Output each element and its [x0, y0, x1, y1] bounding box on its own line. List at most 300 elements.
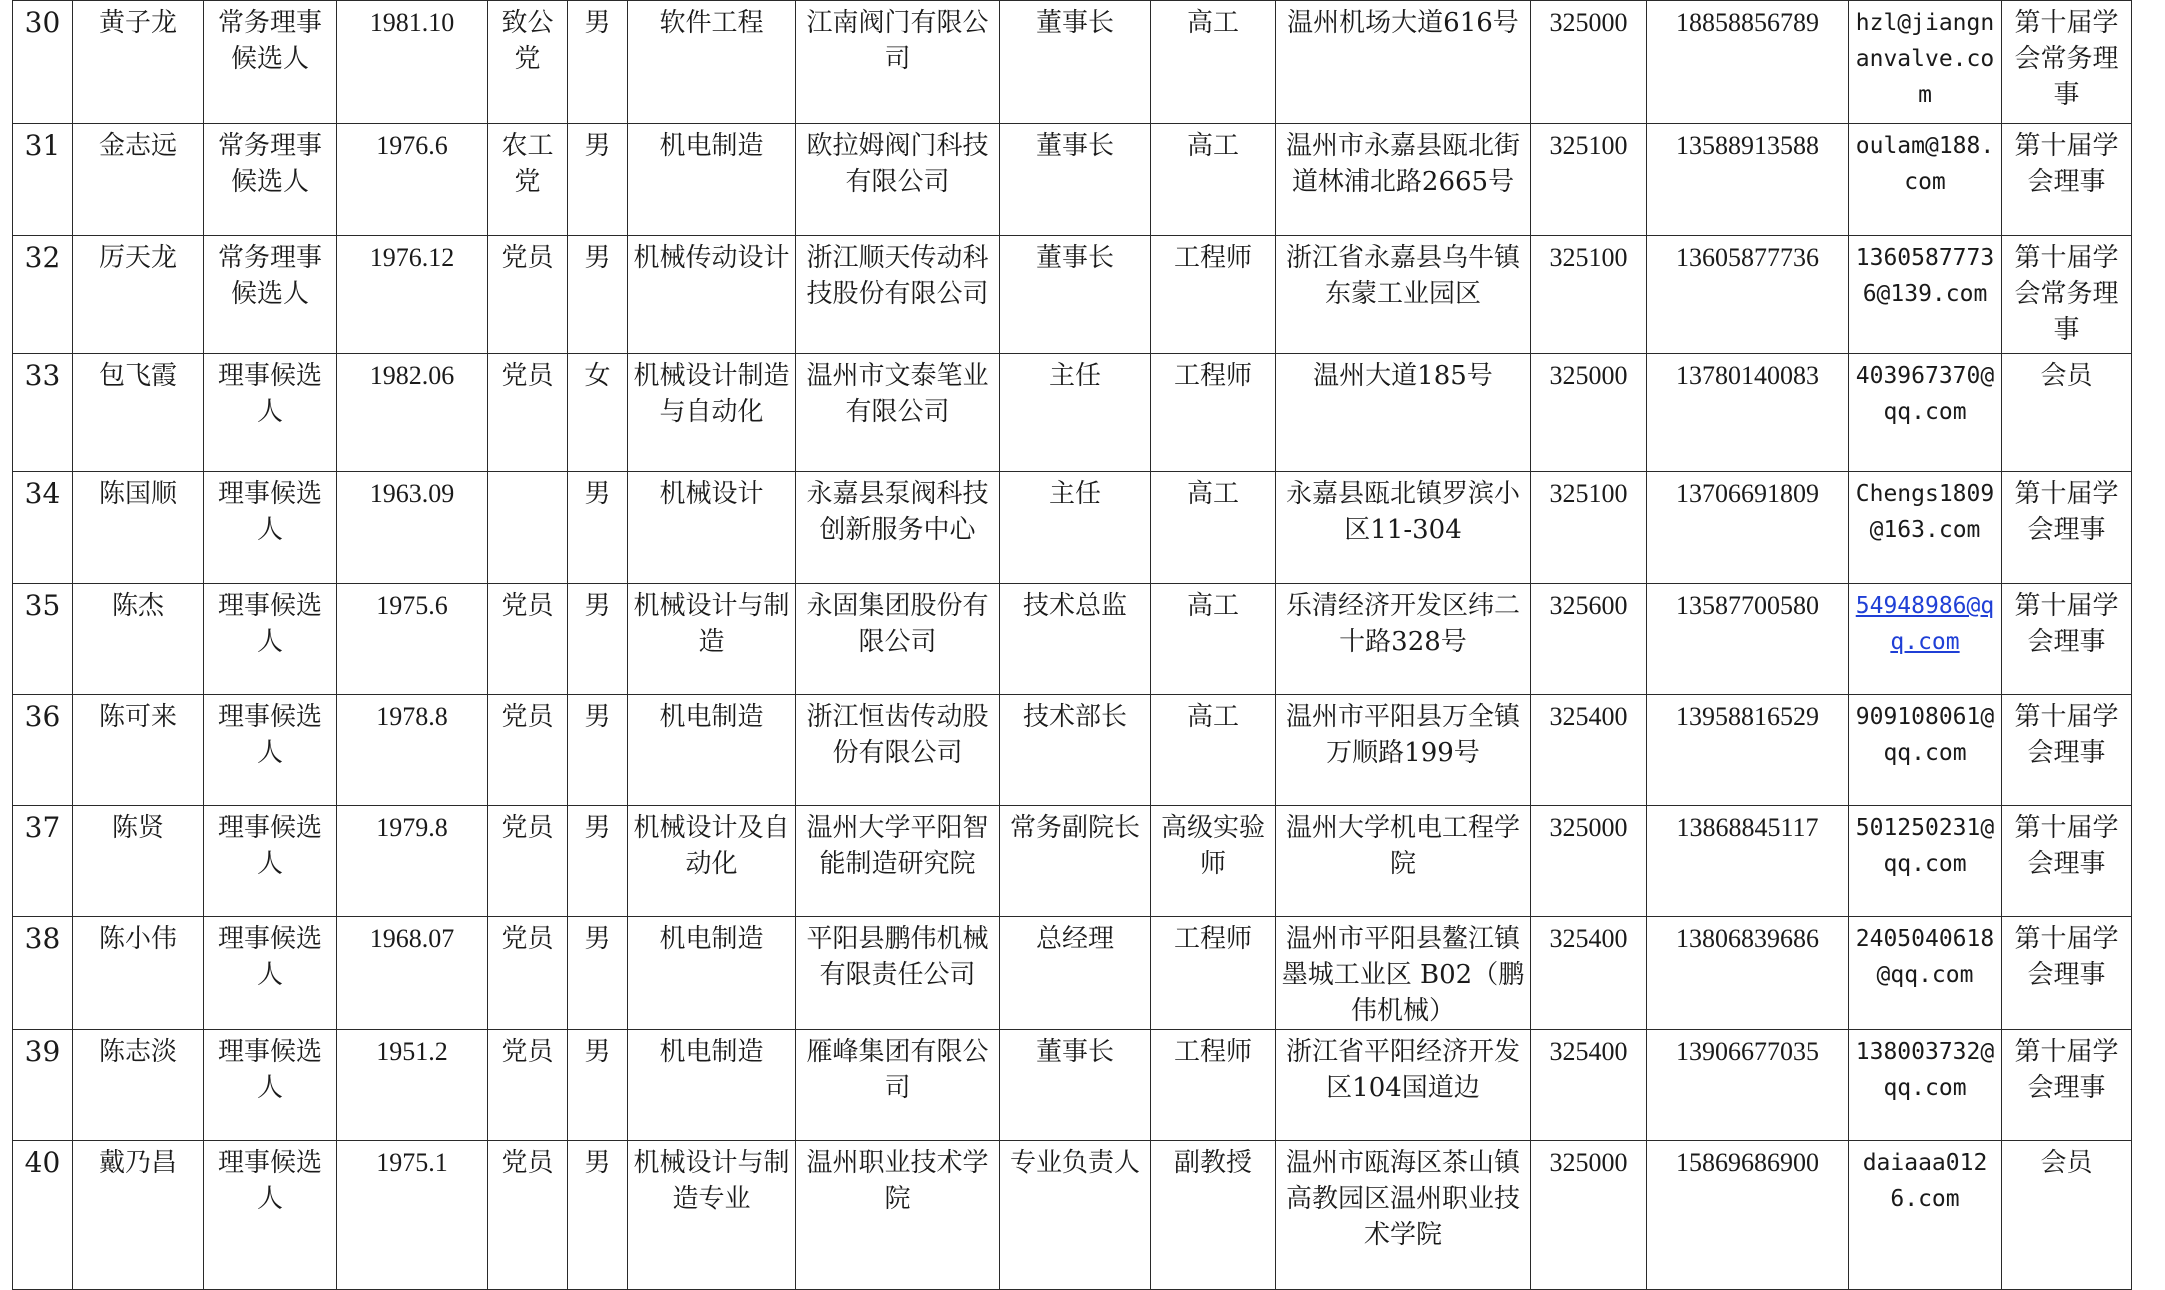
membership-note: 第十届学会理事 [2014, 1037, 2119, 1103]
gender-cell [568, 472, 628, 584]
gender: 男 [584, 8, 611, 38]
professional-title: 高工 [1186, 8, 1239, 38]
company: 浙江恒齿传动股份有限公司 [806, 702, 989, 768]
address: 温州市瓯海区茶山镇高教园区温州职业技术学院 [1285, 1148, 1520, 1250]
position-cell [1000, 917, 1151, 1030]
email: oulam@188.com [1855, 133, 1995, 195]
position-cell [1000, 695, 1151, 806]
candidate-role: 常务理事候选人 [217, 243, 322, 309]
postcode: 325100 [1549, 479, 1628, 508]
candidate-role: 理事候选人 [217, 702, 322, 768]
position-cell [1000, 354, 1151, 472]
political-party-cell [488, 1141, 568, 1290]
row-number: 30 [24, 6, 61, 39]
row-number: 36 [24, 700, 61, 733]
position-cell [1000, 584, 1151, 695]
company: 温州职业技术学院 [806, 1148, 989, 1214]
email-cell [1849, 124, 2002, 236]
membership-note-cell [2002, 472, 2132, 584]
candidate-role-cell [204, 806, 337, 917]
phone: 13780140083 [1676, 361, 1819, 390]
gender: 男 [584, 243, 611, 273]
candidate-role: 理事候选人 [217, 361, 322, 427]
birth-date: 1978.8 [376, 702, 448, 731]
row-number: 37 [24, 811, 61, 844]
postcode-cell [1531, 1, 1647, 124]
address-cell [1276, 1, 1531, 124]
political-party: 党员 [501, 1037, 554, 1067]
professional-title: 副教授 [1173, 1148, 1252, 1178]
postcode-cell [1531, 806, 1647, 917]
address-cell [1276, 472, 1531, 584]
phone: 13806839686 [1676, 924, 1819, 953]
member-name-cell [73, 354, 204, 472]
professional-title: 高工 [1186, 479, 1239, 509]
row-number-cell [13, 695, 73, 806]
birth-date: 1981.10 [369, 8, 455, 37]
postcode: 325000 [1549, 8, 1628, 37]
political-party: 党员 [501, 813, 554, 843]
row-number-cell [13, 1030, 73, 1141]
row-number-cell [13, 1141, 73, 1290]
member-name: 陈国顺 [98, 479, 177, 509]
position: 董事长 [1035, 8, 1114, 38]
phone-cell [1647, 1141, 1849, 1290]
birth-date-cell [337, 236, 488, 354]
phone: 18858856789 [1676, 8, 1819, 37]
address: 温州市平阳县鳌江镇墨城工业区 B02（鹏伟机械） [1281, 924, 1525, 1026]
phone-cell [1647, 584, 1849, 695]
candidate-role-cell [204, 124, 337, 236]
professional-title-cell [1151, 354, 1276, 472]
email: 909108061@qq.com [1855, 704, 1995, 766]
professional-title-cell [1151, 806, 1276, 917]
company-cell [796, 1, 1000, 124]
address-cell [1276, 1030, 1531, 1141]
candidate-role: 常务理事候选人 [217, 8, 322, 74]
address-cell [1276, 354, 1531, 472]
address: 温州市平阳县万全镇万顺路199号 [1285, 702, 1520, 768]
major-cell [628, 1, 796, 124]
membership-note-cell [2002, 806, 2132, 917]
email-cell [1849, 584, 2002, 695]
address: 浙江省平阳经济开发区104国道边 [1285, 1037, 1520, 1103]
phone: 15869686900 [1676, 1148, 1819, 1177]
major-cell [628, 1030, 796, 1141]
birth-date-cell [337, 1141, 488, 1290]
email-cell [1849, 354, 2002, 472]
address: 浙江省永嘉县乌牛镇东蒙工业园区 [1285, 243, 1520, 309]
postcode: 325600 [1549, 591, 1628, 620]
email-cell [1849, 806, 2002, 917]
political-party: 致公党 [501, 8, 554, 74]
candidate-role-cell [204, 1, 337, 124]
company: 浙江顺天传动科技股份有限公司 [806, 243, 989, 309]
candidate-role: 理事候选人 [217, 1037, 322, 1103]
membership-note: 第十届学会理事 [2014, 924, 2119, 990]
table-row [13, 584, 2132, 695]
professional-title: 工程师 [1173, 1037, 1252, 1067]
row-number-cell [13, 806, 73, 917]
membership-note-cell [2002, 1030, 2132, 1141]
row-number-cell [13, 1, 73, 124]
membership-note: 第十届学会理事 [2014, 813, 2119, 879]
postcode: 325000 [1549, 1148, 1628, 1177]
political-party-cell [488, 1030, 568, 1141]
phone: 13605877736 [1676, 243, 1819, 272]
postcode: 325000 [1549, 361, 1628, 390]
professional-title: 高工 [1186, 702, 1239, 732]
position: 董事长 [1035, 131, 1114, 161]
position-cell [1000, 124, 1151, 236]
political-party-cell [488, 917, 568, 1030]
company-cell [796, 124, 1000, 236]
address-cell [1276, 584, 1531, 695]
email: 403967370@qq.com [1855, 363, 1995, 425]
company-cell [796, 472, 1000, 584]
phone-cell [1647, 1030, 1849, 1141]
gender-cell [568, 124, 628, 236]
major: 机械设计与制造 [633, 591, 790, 657]
position-cell [1000, 1030, 1151, 1141]
phone-cell [1647, 124, 1849, 236]
major: 机械设计制造与自动化 [633, 361, 790, 427]
major: 机电制造 [659, 924, 764, 954]
major: 机械传动设计 [633, 243, 790, 273]
address: 温州机场大道616号 [1287, 8, 1519, 38]
company: 永嘉县泵阀科技创新服务中心 [806, 479, 989, 545]
position: 主任 [1048, 361, 1101, 391]
row-number: 32 [24, 241, 61, 274]
row-number-cell [13, 472, 73, 584]
email-cell [1849, 1, 2002, 124]
company-cell [796, 584, 1000, 695]
birth-date-cell [337, 1030, 488, 1141]
row-number-cell [13, 236, 73, 354]
position: 主任 [1048, 479, 1101, 509]
postcode-cell [1531, 472, 1647, 584]
phone: 13588913588 [1676, 131, 1819, 160]
postcode-cell [1531, 354, 1647, 472]
gender: 男 [584, 924, 611, 954]
major: 机械设计与制造专业 [633, 1148, 790, 1214]
membership-note-cell [2002, 584, 2132, 695]
postcode: 325000 [1549, 813, 1628, 842]
gender-cell [568, 1030, 628, 1141]
membership-note: 第十届学会理事 [2014, 479, 2119, 545]
address: 温州大学机电工程学院 [1285, 813, 1520, 879]
major: 机电制造 [659, 702, 764, 732]
email-cell [1849, 472, 2002, 584]
major: 机电制造 [659, 1037, 764, 1067]
candidate-role-cell [204, 1030, 337, 1141]
gender: 男 [584, 702, 611, 732]
membership-note: 第十届学会理事 [2014, 131, 2119, 197]
gender: 女 [584, 361, 611, 391]
birth-date: 1968.07 [369, 924, 455, 953]
phone-cell [1647, 472, 1849, 584]
major-cell [628, 584, 796, 695]
political-party-cell [488, 236, 568, 354]
email-cell [1849, 236, 2002, 354]
company-cell [796, 1030, 1000, 1141]
position: 技术总监 [1022, 591, 1127, 621]
postcode: 325100 [1549, 131, 1628, 160]
postcode-cell [1531, 1030, 1647, 1141]
professional-title-cell [1151, 917, 1276, 1030]
position-cell [1000, 806, 1151, 917]
address-cell [1276, 917, 1531, 1030]
membership-note-cell [2002, 236, 2132, 354]
gender-cell [568, 695, 628, 806]
company: 江南阀门有限公司 [806, 8, 989, 74]
member-name-cell [73, 1, 204, 124]
table-row [13, 236, 2132, 354]
postcode-cell [1531, 236, 1647, 354]
professional-title: 工程师 [1173, 361, 1252, 391]
postcode-cell [1531, 124, 1647, 236]
professional-title: 高工 [1186, 131, 1239, 161]
political-party-cell [488, 584, 568, 695]
email-cell [1849, 917, 2002, 1030]
address-cell [1276, 236, 1531, 354]
political-party-cell [488, 806, 568, 917]
address-cell [1276, 1141, 1531, 1290]
address: 永嘉县瓯北镇罗滨小区11-304 [1285, 479, 1520, 545]
postcode: 325400 [1549, 702, 1628, 731]
birth-date: 1951.2 [376, 1037, 448, 1066]
email-link[interactable]: 54948986@qq.com [1855, 593, 1995, 655]
birth-date: 1975.1 [376, 1148, 448, 1177]
gender: 男 [584, 813, 611, 843]
candidate-role: 理事候选人 [217, 813, 322, 879]
address-cell [1276, 806, 1531, 917]
row-number-cell [13, 354, 73, 472]
address-cell [1276, 124, 1531, 236]
gender: 男 [584, 1037, 611, 1067]
member-name: 陈志淡 [98, 1037, 177, 1067]
gender: 男 [584, 131, 611, 161]
postcode-cell [1531, 917, 1647, 1030]
member-name: 黄子龙 [98, 8, 177, 38]
membership-note: 第十届学会常务理事 [2014, 8, 2119, 110]
email-cell [1849, 1141, 2002, 1290]
row-number-cell [13, 584, 73, 695]
gender-cell [568, 806, 628, 917]
professional-title-cell [1151, 695, 1276, 806]
professional-title-cell [1151, 472, 1276, 584]
company-cell [796, 695, 1000, 806]
political-party: 党员 [501, 361, 554, 391]
candidate-role-cell [204, 917, 337, 1030]
membership-note-cell [2002, 354, 2132, 472]
gender-cell [568, 236, 628, 354]
professional-title: 工程师 [1173, 243, 1252, 273]
member-name-cell [73, 584, 204, 695]
candidate-role: 理事候选人 [217, 1148, 322, 1214]
gender-cell [568, 584, 628, 695]
professional-title-cell [1151, 1, 1276, 124]
membership-note-cell [2002, 1141, 2132, 1290]
phone-cell [1647, 1, 1849, 124]
member-name-cell [73, 917, 204, 1030]
membership-note-cell [2002, 1, 2132, 124]
table-row [13, 472, 2132, 584]
email-cell [1849, 1030, 2002, 1141]
political-party-cell [488, 124, 568, 236]
candidate-role-cell [204, 1141, 337, 1290]
row-number: 38 [24, 922, 61, 955]
candidate-role-cell [204, 236, 337, 354]
member-name: 包飞霞 [98, 361, 177, 391]
professional-title: 高级实验师 [1160, 813, 1265, 879]
membership-note: 第十届学会理事 [2014, 591, 2119, 657]
political-party: 党员 [501, 924, 554, 954]
political-party-cell [488, 1, 568, 124]
major: 机械设计 [659, 479, 764, 509]
professional-title: 工程师 [1173, 924, 1252, 954]
address: 温州大道185号 [1313, 361, 1493, 391]
birth-date-cell [337, 354, 488, 472]
member-name-cell [73, 472, 204, 584]
address-cell [1276, 695, 1531, 806]
member-name: 金志远 [98, 131, 177, 161]
professional-title: 高工 [1186, 591, 1239, 621]
email: 2405040618@qq.com [1855, 926, 1995, 988]
political-party: 农工党 [501, 131, 554, 197]
major: 软件工程 [659, 8, 764, 38]
birth-date-cell [337, 584, 488, 695]
email: 138003732@qq.com [1855, 1039, 1995, 1101]
row-number: 31 [24, 129, 61, 162]
table-row [13, 1141, 2132, 1290]
row-number-cell [13, 124, 73, 236]
phone: 13706691809 [1676, 479, 1819, 508]
member-table [12, 0, 2132, 1290]
member-name-cell [73, 236, 204, 354]
membership-note: 会员 [2040, 361, 2093, 391]
table-body [13, 1, 2132, 1290]
major-cell [628, 695, 796, 806]
company-cell [796, 236, 1000, 354]
member-name: 厉天龙 [98, 243, 177, 273]
table-row [13, 806, 2132, 917]
postcode-cell [1531, 584, 1647, 695]
table-row [13, 354, 2132, 472]
email: daiaaa0126.com [1862, 1150, 1988, 1212]
row-number: 35 [24, 589, 61, 622]
political-party-cell [488, 695, 568, 806]
professional-title-cell [1151, 1030, 1276, 1141]
membership-note-cell [2002, 917, 2132, 1030]
position-cell [1000, 472, 1151, 584]
table-row [13, 124, 2132, 236]
birth-date: 1976.6 [376, 131, 448, 160]
gender-cell [568, 354, 628, 472]
company: 永固集团股份有限公司 [806, 591, 989, 657]
major-cell [628, 472, 796, 584]
political-party-cell [488, 354, 568, 472]
phone-cell [1647, 917, 1849, 1030]
political-party-cell [488, 472, 568, 584]
gender-cell [568, 1141, 628, 1290]
major: 机械设计及自动化 [633, 813, 790, 879]
phone-cell [1647, 695, 1849, 806]
candidate-role: 理事候选人 [217, 479, 322, 545]
birth-date: 1976.12 [369, 243, 455, 272]
email-cell [1849, 695, 2002, 806]
position-cell [1000, 1141, 1151, 1290]
candidate-role-cell [204, 695, 337, 806]
candidate-role: 理事候选人 [217, 924, 322, 990]
birth-date-cell [337, 917, 488, 1030]
position-cell [1000, 236, 1151, 354]
membership-note-cell [2002, 695, 2132, 806]
membership-note-cell [2002, 124, 2132, 236]
political-party: 党员 [501, 243, 554, 273]
email: hzl@jiangnanvalve.com [1855, 10, 1995, 108]
birth-date-cell [337, 124, 488, 236]
row-number: 33 [24, 359, 61, 392]
company: 温州大学平阳智能制造研究院 [806, 813, 989, 879]
birth-date-cell [337, 695, 488, 806]
major-cell [628, 236, 796, 354]
major-cell [628, 1141, 796, 1290]
position: 常务副院长 [1009, 813, 1140, 843]
company-cell [796, 1141, 1000, 1290]
member-name-cell [73, 695, 204, 806]
position: 技术部长 [1022, 702, 1127, 732]
member-name-cell [73, 1141, 204, 1290]
member-name: 陈杰 [111, 591, 164, 621]
phone-cell [1647, 354, 1849, 472]
postcode: 325400 [1549, 924, 1628, 953]
candidate-role-cell [204, 584, 337, 695]
table-row [13, 695, 2132, 806]
member-name-cell [73, 806, 204, 917]
table-row [13, 1030, 2132, 1141]
major-cell [628, 354, 796, 472]
member-name: 陈可来 [98, 702, 177, 732]
phone: 13958816529 [1676, 702, 1819, 731]
candidate-role-cell [204, 472, 337, 584]
position: 总经理 [1035, 924, 1114, 954]
birth-date-cell [337, 472, 488, 584]
gender-cell [568, 917, 628, 1030]
company: 雁峰集团有限公司 [806, 1037, 989, 1103]
political-party: 党员 [501, 1148, 554, 1178]
postcode-cell [1531, 695, 1647, 806]
professional-title-cell [1151, 584, 1276, 695]
candidate-role: 常务理事候选人 [217, 131, 322, 197]
member-name-cell [73, 124, 204, 236]
candidate-role: 理事候选人 [217, 591, 322, 657]
position: 董事长 [1035, 1037, 1114, 1067]
table-row [13, 917, 2132, 1030]
birth-date: 1979.8 [376, 813, 448, 842]
birth-date: 1982.06 [369, 361, 455, 390]
email: 501250231@qq.com [1855, 815, 1995, 877]
position: 董事长 [1035, 243, 1114, 273]
company-cell [796, 354, 1000, 472]
gender-cell [568, 1, 628, 124]
member-name: 戴乃昌 [98, 1148, 177, 1178]
birth-date: 1975.6 [376, 591, 448, 620]
major-cell [628, 806, 796, 917]
company-cell [796, 917, 1000, 1030]
gender: 男 [584, 591, 611, 621]
professional-title-cell [1151, 124, 1276, 236]
